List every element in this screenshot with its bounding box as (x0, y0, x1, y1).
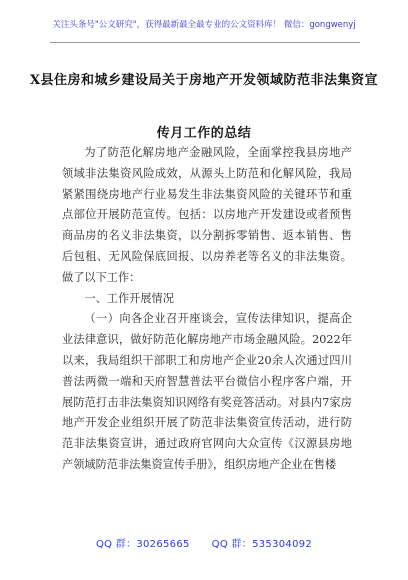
paragraph-intro: 为了防范化解房地产金融风险，全面掌控我县房地产领域非法集资风险成效，从源头上防范和化解风险，我局紧紧围绕房地产行业易发生非法集资风险的关键环节和重点部位开展防范宣传。包括：以房地产开发建设或者预售商品房的名义非法集资，以分割拆零销售、返本销售、售后包租、无风险保底回报、以房养老等名义的非法集资。做了以下工作： (62, 146, 352, 284)
document-body (62, 143, 352, 476)
document-title-line-2: 传月工作的总结 (156, 126, 252, 141)
paragraph-work: （一）向各企业召开座谈会，宣传法律知识，提高企业法律意识，做好防范化解房地产市场金融风险。2022年以来，我局组织干部职工和房地产企业20余人次通过四川普法两微一端和天府智慧普法平台微信小程序客户端，开展防范打击非法集资知识网络有奖竞答活动。对县内7家房地产开发企业组织开展了防范非法集资宣传活动，进行防范非法集资宣讲，通过政府官网向大众宣传《汉源县房地产领域防范非法集资宣传手册》，组织房地产企业在售楼 (62, 312, 352, 471)
header-notice: 关注头条号"公文研究"，获得最新最全最专业的公文资料库！ 微信：gongwenyj (52, 20, 356, 30)
header-divider (50, 42, 360, 43)
footer (0, 535, 408, 550)
footer-qq-group-1: QQ 群：30265665 (95, 539, 190, 550)
document-title-line-1: X县住房和城乡建设局关于房地产开发领域防范非法集资宣 (29, 73, 379, 88)
section-heading: 一、工作开展情况 (84, 291, 174, 305)
footer-qq-group-2: QQ 群：535304092 (211, 539, 313, 550)
